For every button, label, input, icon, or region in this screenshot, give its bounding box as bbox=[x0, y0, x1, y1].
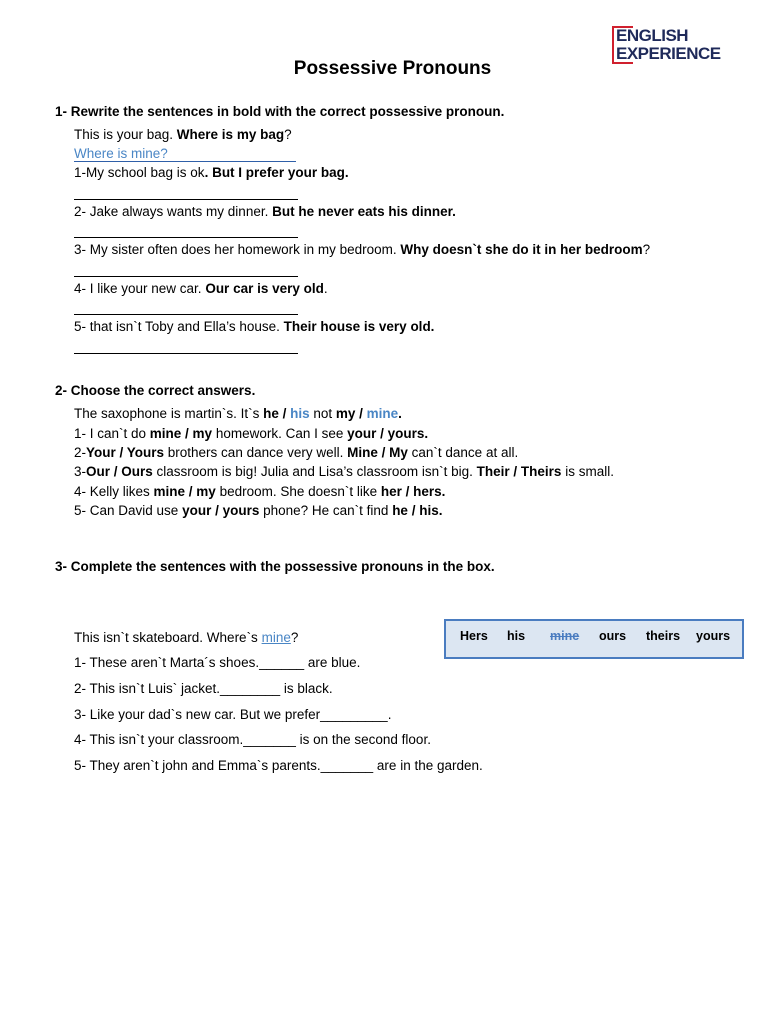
ex2-example-text-2: not bbox=[309, 406, 336, 421]
ex3-example-answer: mine bbox=[261, 630, 291, 645]
ex1-answer-line-1[interactable] bbox=[74, 199, 298, 200]
ex2-item-5-text-2: phone? He can`t find bbox=[259, 503, 393, 518]
ex2-item-3-text-3: is small. bbox=[561, 464, 614, 479]
ex2-item-1-text: 1- I can`t do bbox=[74, 426, 150, 441]
ex2-item-3-choice-b[interactable]: Their / Theirs bbox=[476, 464, 562, 479]
ex1-item-4-bold: Our car is very old bbox=[205, 281, 324, 296]
ex2-item-3-text-2: classroom is big! Julia and Lisa’s classroom isn`t big. bbox=[152, 464, 477, 479]
ex3-item-4[interactable]: 4- This isn`t your classroom._______ is on the second floor. bbox=[74, 732, 431, 747]
ex2-item-4-choice-a[interactable]: mine / my bbox=[153, 484, 216, 499]
word-box-mine-crossed: mine bbox=[550, 629, 580, 643]
word-box-his: his bbox=[507, 629, 526, 643]
ex2-item-5-choice-a[interactable]: your / yours bbox=[182, 503, 260, 518]
ex1-item-2-bold: But he never eats his dinner. bbox=[272, 204, 456, 219]
ex2-item-4 bbox=[74, 483, 445, 501]
ex1-answer-line-2[interactable] bbox=[74, 237, 298, 238]
ex3-item-3[interactable]: 3- Like your dad`s new car. But we prefer_________. bbox=[74, 707, 392, 722]
ex2-example-answer-mine: mine bbox=[366, 406, 399, 421]
ex2-item-1-text-2: homework. Can I see bbox=[212, 426, 348, 441]
ex1-item-2 bbox=[74, 203, 456, 221]
ex2-item-2-text: 2- bbox=[74, 445, 87, 460]
page-title: Possessive Pronouns bbox=[293, 58, 492, 79]
ex2-example bbox=[74, 405, 402, 423]
ex1-item-4 bbox=[74, 280, 328, 298]
ex1-example bbox=[74, 126, 292, 144]
ex2-item-2-choice-a[interactable]: Your / Yours bbox=[86, 445, 165, 460]
word-box-ours: ours bbox=[599, 629, 627, 643]
ex1-item-4-plain: 4- I like your new car. bbox=[74, 281, 206, 296]
ex2-item-4-text: 4- Kelly likes bbox=[74, 484, 154, 499]
ex3-example-end: ? bbox=[290, 630, 299, 645]
ex2-item-2 bbox=[74, 444, 518, 462]
logo-word-english: ENGLISH bbox=[616, 26, 689, 45]
ex2-example-end: . bbox=[398, 406, 402, 421]
ex2-example-answer-his: his bbox=[290, 406, 310, 421]
ex1-item-4-end: . bbox=[323, 281, 328, 296]
ex1-item-2-plain: 2- Jake always wants my dinner. bbox=[74, 204, 273, 219]
ex1-item-1 bbox=[74, 164, 349, 182]
ex1-example-answer-line bbox=[74, 161, 296, 162]
ex1-item-3-plain: 3- My sister often does her homework in my bedroom. bbox=[74, 242, 401, 257]
ex1-item-1-bold: . But I prefer your bag. bbox=[204, 165, 349, 180]
ex2-example-option-he: he / bbox=[263, 406, 291, 421]
ex1-heading: 1- Rewrite the sentences in bold with the correct possessive pronoun. bbox=[55, 104, 505, 119]
ex2-example-option-my: my / bbox=[335, 406, 367, 421]
ex2-item-5-choice-b[interactable]: he / his. bbox=[392, 503, 443, 518]
ex2-item-3 bbox=[74, 463, 614, 481]
ex2-item-3-choice-a[interactable]: Our / Ours bbox=[86, 464, 153, 479]
ex2-item-5-text: 5- Can David use bbox=[74, 503, 183, 518]
ex2-item-4-text-2: bedroom. She doesn`t like bbox=[215, 484, 381, 499]
ex1-item-1-plain: 1-My school bag is ok bbox=[74, 165, 205, 180]
ex2-item-5 bbox=[74, 502, 442, 520]
word-box bbox=[444, 619, 744, 659]
ex2-item-4-choice-b[interactable]: her / hers. bbox=[380, 484, 446, 499]
ex2-item-2-text-3: can`t dance at all. bbox=[407, 445, 519, 460]
ex2-item-3-text: 3- bbox=[74, 464, 87, 479]
ex3-item-5[interactable]: 5- They aren`t john and Emma`s parents._______ are in the garden. bbox=[74, 758, 483, 773]
ex3-heading: 3- Complete the sentences with the possessive pronouns in the box. bbox=[55, 559, 495, 574]
ex2-item-1-choice-b[interactable]: your / yours. bbox=[347, 426, 429, 441]
word-box-yours: yours bbox=[696, 629, 731, 643]
ex2-item-1 bbox=[74, 425, 428, 443]
ex1-item-5 bbox=[74, 318, 434, 336]
ex2-item-2-text-2: brothers can dance very well. bbox=[164, 445, 348, 460]
ex1-example-answer: Where is mine? bbox=[74, 146, 168, 161]
ex2-item-2-choice-b[interactable]: Mine / My bbox=[347, 445, 408, 460]
word-box-hers: Hers bbox=[460, 629, 488, 643]
ex3-item-1[interactable]: 1- These aren`t Marta´s shoes.______ are blue. bbox=[74, 655, 361, 670]
ex1-item-3 bbox=[74, 241, 650, 259]
ex1-item-3-bold: Why doesn`t she do it in her bedroom bbox=[400, 242, 643, 257]
ex1-answer-line-4[interactable] bbox=[74, 314, 298, 315]
ex1-item-5-plain: 5- that isn`t Toby and Ella’s house. bbox=[74, 319, 284, 334]
ex1-example-bold: Where is my bag bbox=[176, 127, 285, 142]
ex3-example bbox=[74, 629, 298, 647]
ex2-heading: 2- Choose the correct answers. bbox=[55, 383, 256, 398]
ex1-item-5-bold: Their house is very old. bbox=[283, 319, 435, 334]
ex1-item-3-end: ? bbox=[642, 242, 651, 257]
ex3-example-text: This isn`t skateboard. Where`s bbox=[74, 630, 262, 645]
ex1-example-plain: This is your bag. bbox=[74, 127, 177, 142]
ex3-item-2[interactable]: 2- This isn`t Luis` jacket.________ is black. bbox=[74, 681, 333, 696]
ex2-item-1-choice-a[interactable]: mine / my bbox=[149, 426, 213, 441]
ex2-example-text: The saxophone is martin`s. It`s bbox=[74, 406, 264, 421]
ex1-answer-line-3[interactable] bbox=[74, 276, 298, 277]
ex1-answer-line-5[interactable] bbox=[74, 353, 298, 354]
ex1-example-end: ? bbox=[284, 127, 292, 142]
word-box-theirs: theirs bbox=[646, 629, 681, 643]
logo-word-experience: EXPERIENCE bbox=[616, 44, 721, 63]
